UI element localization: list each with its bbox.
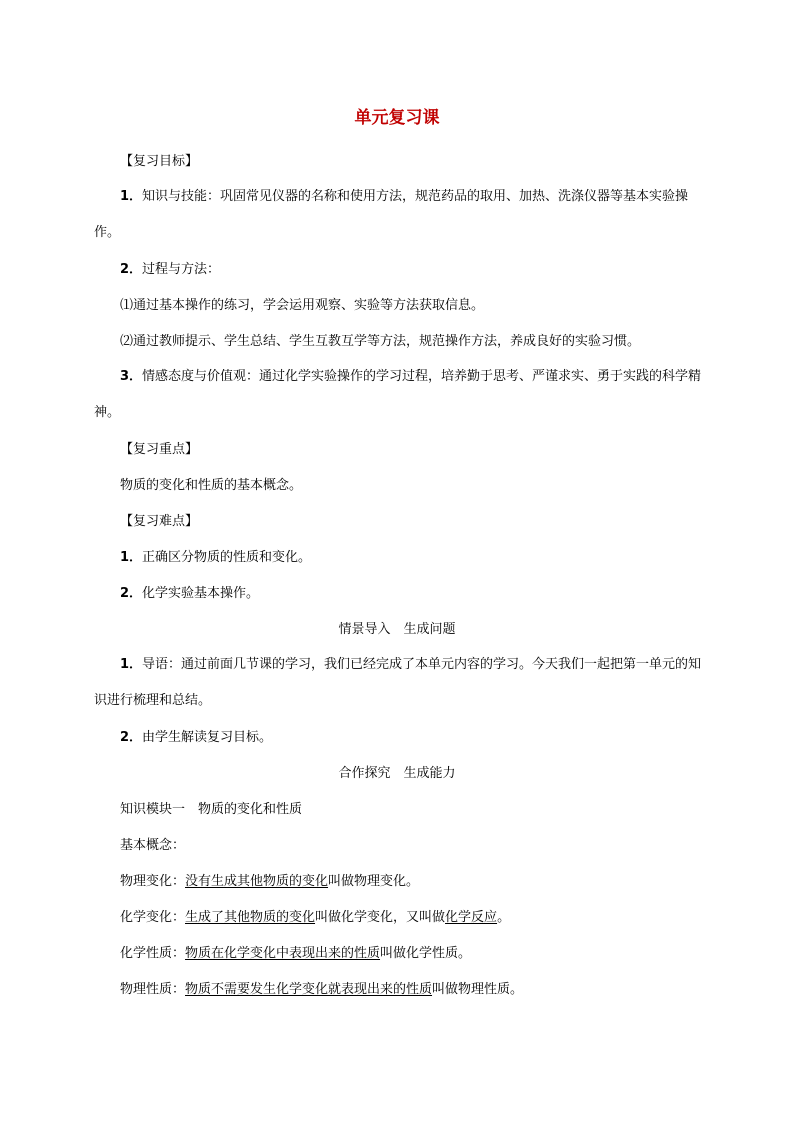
objective-item-2 — [120, 260, 220, 280]
definition-rest-2: 。 — [497, 910, 511, 925]
keypoints-text: 物质的变化和性质的基本概念。 — [120, 478, 303, 493]
difficulty-item-1 — [120, 548, 311, 568]
definition-label: 化学变化： — [120, 910, 186, 925]
scenario-item-1-number: 1． — [120, 657, 143, 672]
definition-rest: 叫做化学性质。 — [380, 946, 472, 961]
section-heading-cooperation: 合作探究 生成能力 — [338, 766, 456, 781]
objective-sub-1: ⑴通过基本操作的练习，学会运用观察、实验等方法获取信息。 — [120, 298, 485, 313]
basic-concepts-label: 基本概念： — [120, 838, 186, 853]
scenario-item-1 — [94, 647, 706, 719]
definition-underlined-text: 物质在化学变化中表现出来的性质 — [185, 946, 381, 961]
objective-item-3-number: 3． — [120, 369, 143, 384]
scenario-item-2 — [120, 728, 272, 748]
definition-rest: 叫做物理变化。 — [328, 874, 420, 889]
definition-underlined-text: 生成了其他物质的变化 — [185, 910, 316, 925]
definition-label: 物理性质： — [120, 982, 186, 997]
definition-label: 物理变化： — [120, 874, 186, 889]
objective-item-2-text: 过程与方法： — [142, 262, 221, 277]
scenario-item-1-text: 导语：通过前面几节课的学习，我们已经完成了本单元内容的学习。今天我们一起把第一单元的知识进行梳理和总结。 — [94, 657, 702, 708]
definition-rest: 叫做物理性质。 — [432, 982, 524, 997]
definition-underlined-text-2: 化学反应 — [445, 910, 498, 925]
section-heading-scenario: 情景导入 生成问题 — [338, 622, 456, 637]
knowledge-module-title: 知识模块一 物质的变化和性质 — [120, 802, 303, 817]
definition-label: 化学性质： — [120, 946, 186, 961]
definition-underlined-text: 物质不需要发生化学变化就表现出来的性质 — [185, 982, 433, 997]
objectives-heading: 【复习目标】 — [120, 154, 199, 169]
page-title: 单元复习课 — [354, 108, 440, 128]
objective-sub-2: ⑵通过教师提示、学生总结、学生互教互学等方法，规范操作方法，养成良好的实验习惯。 — [120, 334, 641, 349]
scenario-item-2-text: 由学生解读复习目标。 — [142, 730, 273, 745]
definition-chemical-change — [120, 908, 510, 928]
scenario-item-2-number: 2． — [120, 730, 143, 745]
difficulty-item-1-text: 正确区分物质的性质和变化。 — [142, 550, 312, 565]
difficulty-item-2 — [120, 584, 259, 604]
definition-rest: 叫做化学变化，又叫做 — [315, 910, 446, 925]
definition-physical-property — [120, 980, 523, 1000]
definition-chemical-property — [120, 944, 471, 964]
objective-item-2-number: 2． — [120, 262, 143, 277]
difficulty-item-2-number: 2． — [120, 586, 143, 601]
objective-item-3 — [94, 359, 706, 431]
objective-item-3-text: 情感态度与价值观：通过化学实验操作的学习过程，培养勤于思考、严谨求实、勇于实践的科学精神。 — [94, 369, 702, 420]
keypoints-heading: 【复习重点】 — [120, 442, 199, 457]
difficulty-item-1-number: 1． — [120, 550, 143, 565]
objective-item-1-number: 1． — [120, 189, 143, 204]
definition-underlined-text: 没有生成其他物质的变化 — [185, 874, 329, 889]
objective-item-1 — [94, 179, 706, 251]
difficulty-item-2-text: 化学实验基本操作。 — [142, 586, 260, 601]
difficulties-heading: 【复习难点】 — [120, 514, 199, 529]
objective-item-1-text: 知识与技能：巩固常见仪器的名称和使用方法，规范药品的取用、加热、洗涤仪器等基本实验操作。 — [94, 189, 689, 240]
definition-physical-change — [120, 872, 419, 892]
